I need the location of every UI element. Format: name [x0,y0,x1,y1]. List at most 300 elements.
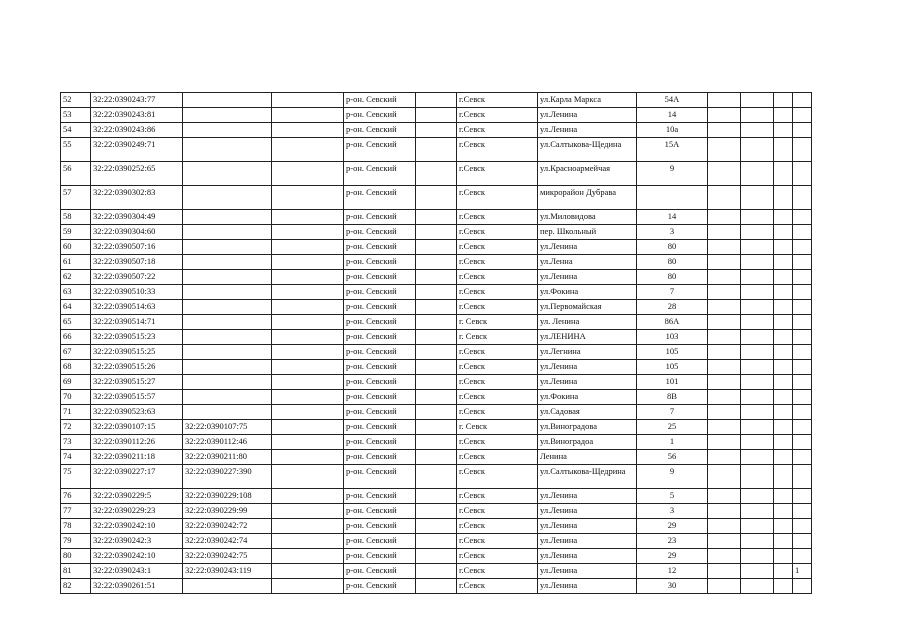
cadastral-number-2-cell [183,240,272,255]
empty-cell [416,225,457,240]
empty-cell [272,123,344,138]
empty-cell [708,564,741,579]
empty-cell [708,489,741,504]
cadastral-number-2-cell [183,390,272,405]
cadastral-number-cell: 32:22:0390112:26 [91,435,183,450]
empty-cell [741,240,774,255]
empty-cell [416,93,457,108]
empty-cell [708,285,741,300]
district-cell: р-он. Севский [344,435,416,450]
table-row [61,255,812,270]
empty-cell [741,420,774,435]
district-cell: р-он. Севский [344,330,416,345]
street-cell: ул.Виноградоа [538,435,637,450]
cadastral-number-2-cell [183,270,272,285]
empty-cell [774,315,793,330]
cadastral-number-cell: 32:22:0390249:71 [91,138,183,162]
cadastral-number-cell: 32:22:0390515:26 [91,360,183,375]
mark-cell [793,489,812,504]
table-row [61,240,812,255]
cadastral-number-2-cell [183,375,272,390]
row-number-cell: 77 [61,504,91,519]
cadastral-number-2-cell [183,300,272,315]
cadastral-number-cell: 32:22:0390229:5 [91,489,183,504]
empty-cell [272,270,344,285]
empty-cell [272,534,344,549]
empty-cell [774,504,793,519]
cadastral-number-cell: 32:22:0390243:1 [91,564,183,579]
town-cell: г.Севск [457,162,538,186]
table-row [61,270,812,285]
street-cell: микрорайон Дубрава [538,186,637,210]
house-number-cell: 15А [637,138,708,162]
house-number-cell: 80 [637,270,708,285]
street-cell: ул.Ленина [538,549,637,564]
empty-cell [416,534,457,549]
house-number-cell: 14 [637,210,708,225]
empty-cell [774,534,793,549]
street-cell: ул.Ленина [538,564,637,579]
street-cell: ул.Ленина [538,504,637,519]
empty-cell [272,345,344,360]
row-number-cell: 53 [61,108,91,123]
empty-cell [708,549,741,564]
cadastral-number-2-cell [183,210,272,225]
mark-cell [793,255,812,270]
row-number-cell: 81 [61,564,91,579]
empty-cell [272,549,344,564]
empty-cell [708,450,741,465]
empty-cell [708,225,741,240]
district-cell: р-он. Севский [344,549,416,564]
street-cell: ул.Ленина [538,360,637,375]
empty-cell [774,450,793,465]
town-cell: г. Севск [457,315,538,330]
cadastral-number-cell: 32:22:0390211:18 [91,450,183,465]
district-cell: р-он. Севский [344,504,416,519]
empty-cell [416,504,457,519]
empty-cell [774,375,793,390]
cadastral-number-2-cell [183,225,272,240]
town-cell: г.Севск [457,489,538,504]
house-number-cell: 30 [637,579,708,594]
street-cell: ул.ЛЕНИНА [538,330,637,345]
house-number-cell: 9 [637,162,708,186]
empty-cell [272,315,344,330]
empty-cell [774,186,793,210]
town-cell: г.Севск [457,270,538,285]
cadastral-number-2-cell [183,579,272,594]
table-row [61,465,812,489]
empty-cell [741,162,774,186]
table-row [61,225,812,240]
empty-cell [741,405,774,420]
street-cell: Ленина [538,450,637,465]
town-cell: г.Севск [457,360,538,375]
empty-cell [741,270,774,285]
row-number-cell: 67 [61,345,91,360]
empty-cell [416,108,457,123]
empty-cell [272,390,344,405]
town-cell: г.Севск [457,435,538,450]
mark-cell [793,360,812,375]
district-cell: р-он. Севский [344,123,416,138]
cadastral-number-2-cell [183,315,272,330]
town-cell: г.Севск [457,93,538,108]
district-cell: р-он. Севский [344,162,416,186]
table-row [61,579,812,594]
row-number-cell: 80 [61,549,91,564]
house-number-cell: 7 [637,285,708,300]
mark-cell [793,210,812,225]
empty-cell [272,465,344,489]
empty-cell [741,138,774,162]
district-cell: р-он. Севский [344,420,416,435]
empty-cell [741,534,774,549]
empty-cell [741,390,774,405]
mark-cell [793,330,812,345]
cadastral-number-cell: 32:22:0390515:23 [91,330,183,345]
empty-cell [708,108,741,123]
row-number-cell: 62 [61,270,91,285]
house-number-cell: 101 [637,375,708,390]
cadastral-number-2-cell [183,93,272,108]
house-number-cell: 54А [637,93,708,108]
house-number-cell: 80 [637,240,708,255]
cadastral-number-2-cell: 32:22:0390243:119 [183,564,272,579]
empty-cell [708,270,741,285]
empty-cell [741,504,774,519]
row-number-cell: 70 [61,390,91,405]
town-cell: г.Севск [457,534,538,549]
cadastral-number-2-cell [183,345,272,360]
mark-cell [793,225,812,240]
row-number-cell: 60 [61,240,91,255]
table-row [61,93,812,108]
cadastral-number-2-cell: 32:22:0390229:108 [183,489,272,504]
row-number-cell: 66 [61,330,91,345]
empty-cell [708,345,741,360]
town-cell: г.Севск [457,450,538,465]
cadastral-number-cell: 32:22:0390243:86 [91,123,183,138]
table-row [61,285,812,300]
street-cell: ул.Салтыкова-Щедрина [538,465,637,489]
empty-cell [272,519,344,534]
mark-cell [793,465,812,489]
empty-cell [272,579,344,594]
street-cell: ул.Ленина [538,375,637,390]
town-cell: г.Севск [457,255,538,270]
empty-cell [416,345,457,360]
row-number-cell: 73 [61,435,91,450]
empty-cell [416,375,457,390]
street-cell: ул.Ленина [538,579,637,594]
street-cell: ул.Карла Маркса [538,93,637,108]
empty-cell [272,162,344,186]
district-cell: р-он. Севский [344,225,416,240]
cadastral-number-cell: 32:22:0390507:16 [91,240,183,255]
street-cell: ул.Миловидова [538,210,637,225]
empty-cell [416,270,457,285]
table-row [61,375,812,390]
table-row [61,450,812,465]
mark-cell [793,420,812,435]
mark-cell [793,534,812,549]
district-cell: р-он. Севский [344,450,416,465]
empty-cell [708,240,741,255]
table-row [61,564,812,579]
empty-cell [416,138,457,162]
street-cell: ул.Ленина [538,108,637,123]
cadastral-number-2-cell [183,285,272,300]
house-number-cell: 29 [637,519,708,534]
empty-cell [774,345,793,360]
empty-cell [708,420,741,435]
house-number-cell: 9 [637,465,708,489]
district-cell: р-он. Севский [344,564,416,579]
empty-cell [774,420,793,435]
mark-cell [793,240,812,255]
cadastral-number-2-cell: 32:22:0390242:74 [183,534,272,549]
table-row [61,138,812,162]
mark-cell [793,315,812,330]
mark-cell [793,300,812,315]
town-cell: г.Севск [457,285,538,300]
empty-cell [774,270,793,285]
district-cell: р-он. Севский [344,519,416,534]
house-number-cell: 5 [637,489,708,504]
house-number-cell: 56 [637,450,708,465]
cadastral-number-cell: 32:22:0390302:83 [91,186,183,210]
empty-cell [774,300,793,315]
cadastral-number-2-cell [183,186,272,210]
empty-cell [741,450,774,465]
row-number-cell: 54 [61,123,91,138]
mark-cell [793,285,812,300]
empty-cell [272,450,344,465]
cadastral-number-2-cell [183,123,272,138]
table-row [61,330,812,345]
cadastral-number-2-cell: 32:22:0390242:75 [183,549,272,564]
cadastral-number-cell: 32:22:0390507:18 [91,255,183,270]
empty-cell [774,255,793,270]
town-cell: г.Севск [457,390,538,405]
row-number-cell: 76 [61,489,91,504]
empty-cell [774,330,793,345]
empty-cell [774,240,793,255]
mark-cell [793,345,812,360]
empty-cell [741,360,774,375]
cadastral-number-2-cell: 32:22:0390227:390 [183,465,272,489]
table-row [61,210,812,225]
empty-cell [708,360,741,375]
street-cell: ул.Фокина [538,285,637,300]
mark-cell [793,162,812,186]
empty-cell [416,579,457,594]
house-number-cell: 14 [637,108,708,123]
empty-cell [741,435,774,450]
district-cell: р-он. Севский [344,210,416,225]
mark-cell [793,504,812,519]
mark-cell [793,390,812,405]
empty-cell [708,186,741,210]
table-row [61,360,812,375]
town-cell: г. Севск [457,420,538,435]
empty-cell [708,390,741,405]
cadastral-number-2-cell: 32:22:0390229:99 [183,504,272,519]
row-number-cell: 63 [61,285,91,300]
town-cell: г.Севск [457,300,538,315]
empty-cell [708,138,741,162]
empty-cell [708,504,741,519]
cadastral-number-cell: 32:22:0390304:49 [91,210,183,225]
empty-cell [708,534,741,549]
empty-cell [416,465,457,489]
district-cell: р-он. Севский [344,465,416,489]
district-cell: р-он. Севский [344,255,416,270]
district-cell: р-он. Севский [344,390,416,405]
street-cell: ул.Ленина [538,240,637,255]
empty-cell [272,186,344,210]
empty-cell [416,330,457,345]
house-number-cell: 86А [637,315,708,330]
empty-cell [774,162,793,186]
town-cell: г.Севск [457,504,538,519]
cadastral-number-2-cell: 32:22:0390112:46 [183,435,272,450]
empty-cell [416,435,457,450]
house-number-cell: 80 [637,255,708,270]
district-cell: р-он. Севский [344,108,416,123]
mark-cell [793,138,812,162]
mark-cell [793,435,812,450]
empty-cell [272,210,344,225]
table-row [61,405,812,420]
row-number-cell: 79 [61,534,91,549]
empty-cell [416,450,457,465]
street-cell: ул. Ленина [538,315,637,330]
empty-cell [708,255,741,270]
district-cell: р-он. Севский [344,375,416,390]
mark-cell [793,549,812,564]
cadastral-number-2-cell [183,330,272,345]
empty-cell [416,420,457,435]
empty-cell [272,375,344,390]
cadastral-number-cell: 32:22:0390515:57 [91,390,183,405]
empty-cell [741,549,774,564]
mark-cell [793,450,812,465]
cadastral-number-cell: 32:22:0390242:10 [91,519,183,534]
town-cell: г.Севск [457,345,538,360]
cadastral-number-cell: 32:22:0390514:63 [91,300,183,315]
empty-cell [741,564,774,579]
row-number-cell: 78 [61,519,91,534]
empty-cell [774,108,793,123]
empty-cell [416,519,457,534]
empty-cell [708,162,741,186]
empty-cell [416,549,457,564]
street-cell: ул.Ленина [538,519,637,534]
cadastral-number-cell: 32:22:0390507:22 [91,270,183,285]
empty-cell [272,564,344,579]
empty-cell [708,435,741,450]
empty-cell [416,564,457,579]
cadastral-number-2-cell [183,108,272,123]
cadastral-number-2-cell [183,162,272,186]
empty-cell [416,240,457,255]
empty-cell [774,285,793,300]
cadastral-number-2-cell [183,138,272,162]
empty-cell [416,489,457,504]
row-number-cell: 75 [61,465,91,489]
empty-cell [774,579,793,594]
street-cell: ул.Ленна [538,255,637,270]
empty-cell [741,345,774,360]
cadastral-number-cell: 32:22:0390229:23 [91,504,183,519]
empty-cell [708,579,741,594]
empty-cell [708,519,741,534]
table-row [61,315,812,330]
empty-cell [416,315,457,330]
town-cell: г.Севск [457,579,538,594]
cadastral-number-cell: 32:22:0390261:51 [91,579,183,594]
house-number-cell: 103 [637,330,708,345]
street-cell: ул.Ленина [538,123,637,138]
row-number-cell: 74 [61,450,91,465]
town-cell: г.Севск [457,240,538,255]
cadastral-number-2-cell [183,405,272,420]
table-row [61,345,812,360]
town-cell: г.Севск [457,519,538,534]
row-number-cell: 82 [61,579,91,594]
empty-cell [741,285,774,300]
table-row [61,300,812,315]
empty-cell [416,210,457,225]
empty-cell [741,465,774,489]
empty-cell [272,420,344,435]
empty-cell [774,405,793,420]
empty-cell [272,240,344,255]
district-cell: р-он. Севский [344,93,416,108]
cadastral-number-2-cell: 32:22:0390211:80 [183,450,272,465]
cadastral-number-cell: 32:22:0390304:60 [91,225,183,240]
house-number-cell [637,186,708,210]
cadastral-number-cell: 32:22:0390242:3 [91,534,183,549]
empty-cell [416,405,457,420]
district-cell: р-он. Севский [344,285,416,300]
empty-cell [774,519,793,534]
table-row [61,519,812,534]
cadastral-number-cell: 32:22:0390515:25 [91,345,183,360]
empty-cell [272,93,344,108]
registry-table [60,92,812,594]
empty-cell [741,255,774,270]
empty-cell [416,390,457,405]
cadastral-number-2-cell: 32:22:0390107:75 [183,420,272,435]
street-cell: ул.Красноармейчая [538,162,637,186]
town-cell: г. Севск [457,330,538,345]
empty-cell [741,579,774,594]
empty-cell [272,489,344,504]
empty-cell [741,210,774,225]
empty-cell [416,300,457,315]
empty-cell [708,375,741,390]
house-number-cell: 3 [637,504,708,519]
table-row [61,489,812,504]
empty-cell [272,285,344,300]
cadastral-number-cell: 32:22:0390523:63 [91,405,183,420]
empty-cell [741,93,774,108]
empty-cell [774,489,793,504]
